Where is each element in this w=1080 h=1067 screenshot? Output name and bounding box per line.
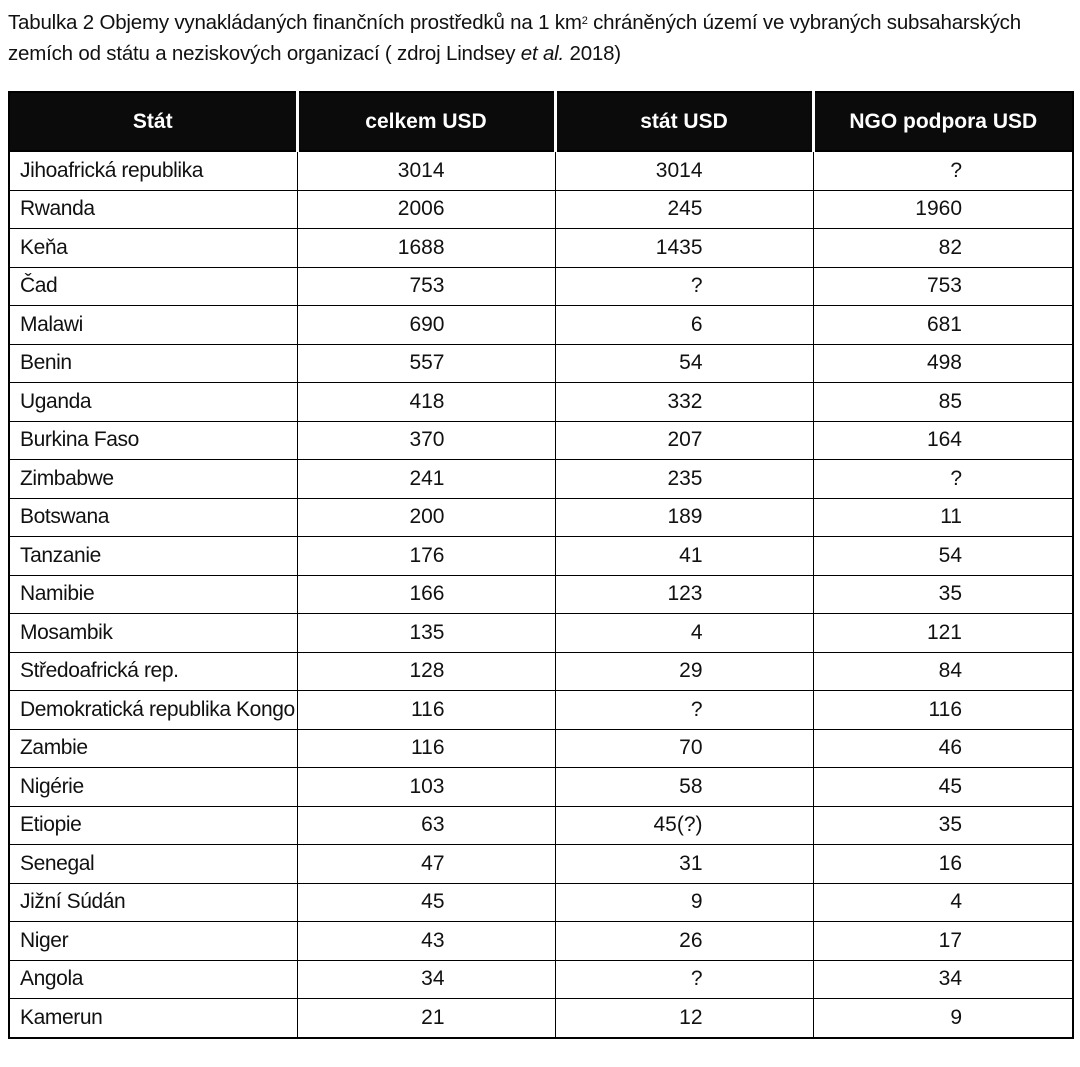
table-row <box>9 421 1073 460</box>
cell-ngo-usd: 35 <box>813 806 1073 845</box>
funding-table <box>8 91 1074 1039</box>
cell-total-usd: 116 <box>297 729 555 768</box>
cell-country: Mosambik <box>9 614 297 653</box>
cell-country: Zambie <box>9 729 297 768</box>
cell-country: Niger <box>9 922 297 961</box>
table-row <box>9 729 1073 768</box>
cell-ngo-usd: ? <box>813 460 1073 499</box>
cell-state-usd: 41 <box>555 537 813 576</box>
cell-country: Čad <box>9 267 297 306</box>
cell-country: Senegal <box>9 845 297 884</box>
cell-ngo-usd: 46 <box>813 729 1073 768</box>
cell-country: Keňa <box>9 229 297 268</box>
table-row <box>9 344 1073 383</box>
table-row <box>9 575 1073 614</box>
cell-state-usd: 245 <box>555 190 813 229</box>
cell-ngo-usd: 11 <box>813 498 1073 537</box>
cell-state-usd: 123 <box>555 575 813 614</box>
cell-ngo-usd: 4 <box>813 883 1073 922</box>
cell-ngo-usd: 498 <box>813 344 1073 383</box>
cell-total-usd: 690 <box>297 306 555 345</box>
cell-state-usd: 9 <box>555 883 813 922</box>
caption-superscript: 2 <box>581 15 588 27</box>
cell-ngo-usd: 35 <box>813 575 1073 614</box>
cell-ngo-usd: 17 <box>813 922 1073 961</box>
cell-total-usd: 128 <box>297 652 555 691</box>
header-country: Stát <box>9 92 297 151</box>
cell-country: Jihoafrická republika <box>9 151 297 190</box>
cell-state-usd: ? <box>555 691 813 730</box>
cell-ngo-usd: 121 <box>813 614 1073 653</box>
table-row <box>9 306 1073 345</box>
cell-country: Kamerun <box>9 999 297 1038</box>
table-row <box>9 922 1073 961</box>
cell-state-usd: 6 <box>555 306 813 345</box>
cell-state-usd: 54 <box>555 344 813 383</box>
cell-country: Botswana <box>9 498 297 537</box>
cell-ngo-usd: 84 <box>813 652 1073 691</box>
header-ngo-usd: NGO podpora USD <box>813 92 1073 151</box>
cell-state-usd: 3014 <box>555 151 813 190</box>
cell-total-usd: 241 <box>297 460 555 499</box>
cell-state-usd: 31 <box>555 845 813 884</box>
cell-total-usd: 135 <box>297 614 555 653</box>
table-row <box>9 845 1073 884</box>
table-row <box>9 151 1073 190</box>
table-row <box>9 768 1073 807</box>
cell-total-usd: 2006 <box>297 190 555 229</box>
cell-total-usd: 557 <box>297 344 555 383</box>
cell-state-usd: ? <box>555 267 813 306</box>
cell-country: Malawi <box>9 306 297 345</box>
cell-ngo-usd: 1960 <box>813 190 1073 229</box>
cell-total-usd: 753 <box>297 267 555 306</box>
cell-ngo-usd: 9 <box>813 999 1073 1038</box>
cell-country: Rwanda <box>9 190 297 229</box>
table-body <box>9 151 1073 1038</box>
cell-state-usd: 1435 <box>555 229 813 268</box>
cell-state-usd: 207 <box>555 421 813 460</box>
cell-country: Zimbabwe <box>9 460 297 499</box>
cell-state-usd: 12 <box>555 999 813 1038</box>
cell-country: Středoafrická rep. <box>9 652 297 691</box>
cell-state-usd: ? <box>555 960 813 999</box>
cell-ngo-usd: 681 <box>813 306 1073 345</box>
caption-middle: chráněných území ve vybraných subsaharských zemích od státu a neziskových organizací ( zdroj Lindsey <box>8 11 1021 65</box>
table-caption <box>8 7 1068 69</box>
cell-ngo-usd: 16 <box>813 845 1073 884</box>
table-row <box>9 190 1073 229</box>
header-state-usd: stát USD <box>555 92 813 151</box>
cell-ngo-usd: 85 <box>813 383 1073 422</box>
cell-ngo-usd: 54 <box>813 537 1073 576</box>
table-row <box>9 229 1073 268</box>
table-row <box>9 383 1073 422</box>
cell-ngo-usd: 116 <box>813 691 1073 730</box>
caption-italic: et al. <box>520 42 564 65</box>
cell-state-usd: 332 <box>555 383 813 422</box>
cell-country: Nigérie <box>9 768 297 807</box>
cell-total-usd: 1688 <box>297 229 555 268</box>
cell-state-usd: 45(?) <box>555 806 813 845</box>
cell-total-usd: 370 <box>297 421 555 460</box>
cell-total-usd: 103 <box>297 768 555 807</box>
table-row <box>9 267 1073 306</box>
cell-state-usd: 70 <box>555 729 813 768</box>
table-row <box>9 460 1073 499</box>
table-row <box>9 883 1073 922</box>
header-total-usd: celkem USD <box>297 92 555 151</box>
table-row <box>9 652 1073 691</box>
table-row <box>9 614 1073 653</box>
cell-country: Demokratická republika Kongo <box>9 691 297 730</box>
cell-country: Benin <box>9 344 297 383</box>
table-row <box>9 537 1073 576</box>
cell-country: Uganda <box>9 383 297 422</box>
cell-ngo-usd: 34 <box>813 960 1073 999</box>
table-row <box>9 999 1073 1038</box>
cell-state-usd: 26 <box>555 922 813 961</box>
cell-ngo-usd: 753 <box>813 267 1073 306</box>
cell-ngo-usd: 164 <box>813 421 1073 460</box>
cell-ngo-usd: 82 <box>813 229 1073 268</box>
cell-state-usd: 4 <box>555 614 813 653</box>
cell-total-usd: 63 <box>297 806 555 845</box>
cell-state-usd: 29 <box>555 652 813 691</box>
cell-ngo-usd: 45 <box>813 768 1073 807</box>
table-row <box>9 806 1073 845</box>
table-row <box>9 498 1073 537</box>
header-row <box>9 92 1073 151</box>
cell-total-usd: 116 <box>297 691 555 730</box>
cell-total-usd: 43 <box>297 922 555 961</box>
cell-total-usd: 21 <box>297 999 555 1038</box>
table-header <box>9 92 1073 151</box>
cell-total-usd: 176 <box>297 537 555 576</box>
cell-total-usd: 45 <box>297 883 555 922</box>
cell-country: Angola <box>9 960 297 999</box>
caption-prefix: Tabulka 2 Objemy vynakládaných finančních prostředků na 1 km <box>8 11 582 34</box>
cell-total-usd: 3014 <box>297 151 555 190</box>
caption-suffix: 2018) <box>564 42 621 65</box>
cell-country: Etiopie <box>9 806 297 845</box>
cell-state-usd: 189 <box>555 498 813 537</box>
cell-state-usd: 58 <box>555 768 813 807</box>
cell-country: Tanzanie <box>9 537 297 576</box>
cell-country: Jižní Súdán <box>9 883 297 922</box>
cell-country: Namibie <box>9 575 297 614</box>
cell-total-usd: 418 <box>297 383 555 422</box>
cell-state-usd: 235 <box>555 460 813 499</box>
cell-total-usd: 166 <box>297 575 555 614</box>
cell-total-usd: 34 <box>297 960 555 999</box>
cell-total-usd: 47 <box>297 845 555 884</box>
cell-ngo-usd: ? <box>813 151 1073 190</box>
table-row <box>9 691 1073 730</box>
table-row <box>9 960 1073 999</box>
cell-country: Burkina Faso <box>9 421 297 460</box>
cell-total-usd: 200 <box>297 498 555 537</box>
